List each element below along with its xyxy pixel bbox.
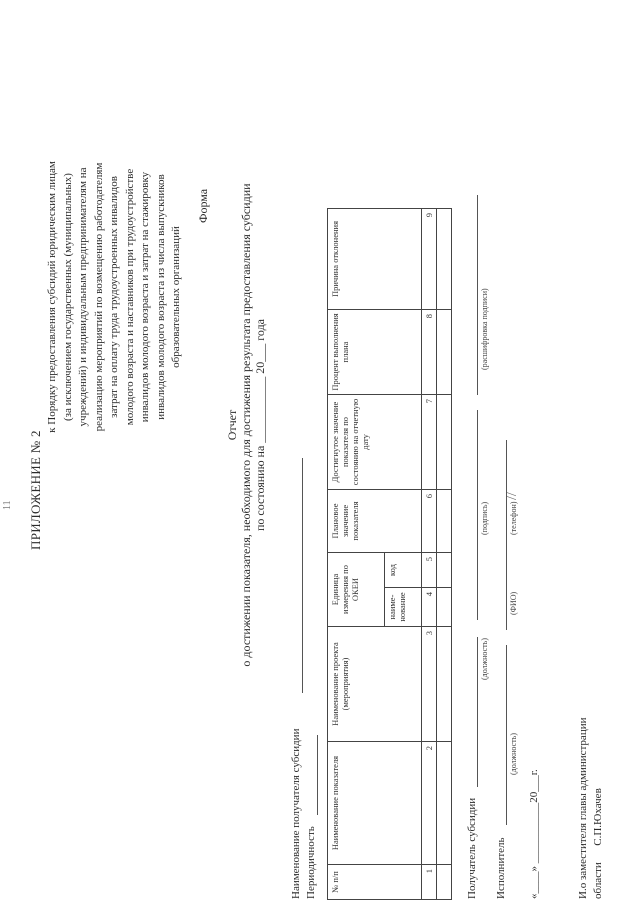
periodicity-label: Периодичность [305, 826, 317, 899]
recipient-name-line [302, 458, 303, 693]
appendix-line: образовательных организаций [170, 226, 182, 368]
header-indicator: Наименование показателя [328, 742, 422, 865]
table-cell [437, 742, 452, 865]
header-percent: Процент выполнения плана [328, 310, 422, 395]
recipient-name-field [290, 729, 302, 899]
position-caption: (должность) [480, 638, 489, 680]
header-num: № п/п [328, 865, 422, 900]
column-numbers-row [422, 209, 437, 900]
header-unit-code: код [385, 553, 422, 588]
appendix-line: учреждений) и индивидуальным предпринимателям на [77, 167, 89, 427]
header-reason: Причина отклонения [328, 209, 422, 310]
header-project: Наименование проекта (мероприятия) [328, 627, 422, 742]
appendix-line: затрат на оплату труда трудоустроенных инвалидов [108, 176, 120, 418]
table-cell [437, 395, 452, 490]
periodicity-line [317, 735, 318, 815]
fio-caption: (ФИО) [509, 591, 518, 615]
column-number: 3 [422, 627, 437, 742]
column-number: 8 [422, 310, 437, 395]
form-label: Форма [196, 188, 210, 223]
report-title-word: Отчет [225, 409, 239, 441]
header-achieved: Достигнутое значение показателя по состоянию на отчетную дату [328, 395, 422, 490]
footer-position: И.о заместителя главы администрации [577, 717, 589, 899]
signature-caption: (подпись) [480, 501, 489, 535]
appendix-line: инвалидов молодого возраста из числа выпускников [154, 174, 167, 420]
column-number: 5 [422, 553, 437, 588]
appendix-line: (за исключением государственных (муниципальных) [61, 173, 74, 421]
executor-fio-line [506, 440, 507, 630]
table-cell [437, 865, 452, 900]
report-date-prefix: по состоянию на ___________ 20 [253, 361, 267, 532]
indicators-table [327, 208, 452, 900]
report-subtitle: о достижении показателя, необходимого для достижения результата предоставления субсидии [239, 183, 253, 667]
table-cell [437, 553, 452, 588]
table-cell [437, 627, 452, 742]
table-cell [437, 588, 452, 627]
appendix-title: ПРИЛОЖЕНИЕ № 2 [28, 430, 43, 550]
date-line: «____» ___________20___г. [528, 769, 540, 899]
table-cell [437, 490, 452, 553]
report-date-line: по состоянию на ___________ 20___ года [253, 318, 267, 532]
recipient-position-line [477, 637, 478, 787]
executor-label: Исполнитель [495, 837, 507, 899]
report-title [225, 125, 267, 725]
page-number: 11 [2, 500, 13, 510]
table-cell [437, 310, 452, 395]
recipient-name-label: Наименование получателя субсидии [290, 728, 302, 899]
recipient-decoding-line [477, 195, 478, 395]
periodicity-field [305, 826, 317, 899]
table-cell [437, 209, 452, 310]
appendix-line: молодого возраста и наставников при трудоустройстве [123, 168, 136, 426]
appendix-line: к Порядку предоставления субсидий юридическим лицам [46, 161, 58, 433]
appendix-description [45, 87, 185, 507]
handwritten-stroke: // [505, 492, 520, 500]
table-row [437, 209, 452, 900]
column-number: 2 [422, 742, 437, 865]
executor-position-line [506, 645, 507, 825]
appendix-line: реализацию мероприятий по возмещению работодателям [92, 162, 105, 432]
column-number: 4 [422, 588, 437, 627]
appendix-line: инвалидов молодого возраста и затрат на стажировку [139, 171, 151, 423]
decoding-caption: (расшифровка подписи) [480, 288, 489, 370]
phone-caption: (телефон) [509, 501, 518, 535]
report-date-suffix: года [253, 318, 267, 341]
column-number: 9 [422, 209, 437, 310]
column-number: 7 [422, 395, 437, 490]
recipient-signature-label: Получатель субсидии [466, 797, 478, 899]
column-number: 6 [422, 490, 437, 553]
header-unit: Единица измерения по ОКЕИ [328, 553, 385, 627]
recipient-signature-line [477, 410, 478, 620]
footer-name: области С.П.Юхачев [592, 788, 604, 899]
header-unit-name: наиме-нование [385, 588, 422, 627]
column-number: 1 [422, 865, 437, 900]
executor-position-caption: (должность) [509, 733, 518, 775]
header-planned: Плановое значение показателя [328, 490, 422, 553]
